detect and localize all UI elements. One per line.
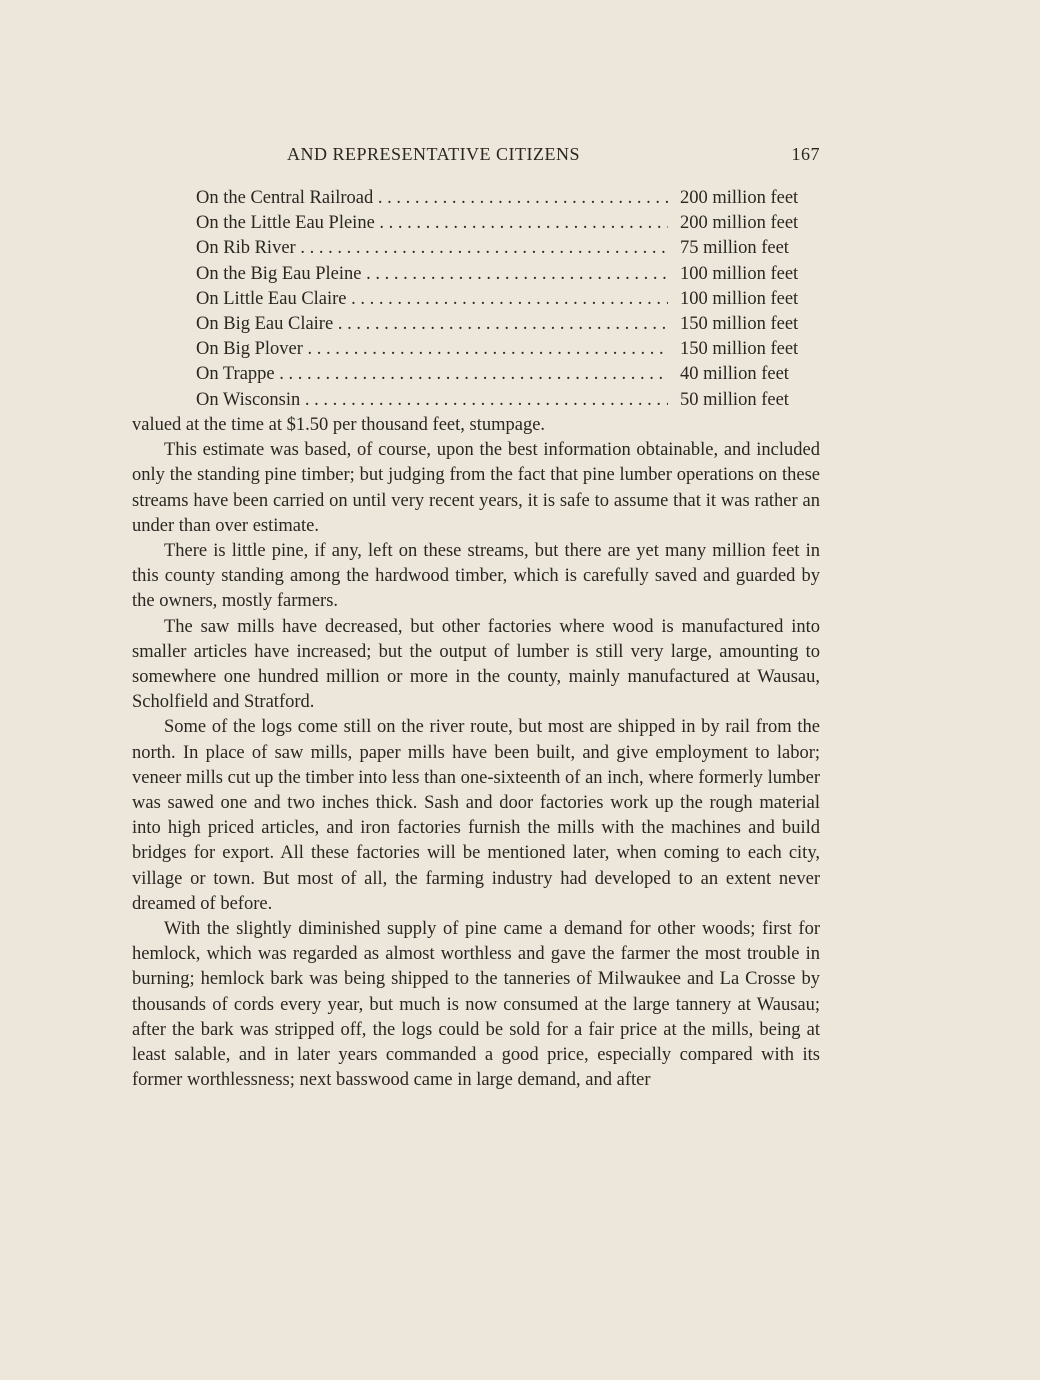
table-row	[132, 312, 820, 337]
table-row	[132, 236, 820, 261]
running-head	[132, 144, 820, 172]
paragraph: Some of the logs come still on the river route, but most are shipped in by rail from the north. In place of saw mills, paper mills have been built, and give employment to labor; veneer mills cut up the timber into less than one-sixteenth of an inch, where formerly lumber was sawed one and two inches thick. Sash and door factories work up the rough material into high priced articles, and iron factories furnish the mills with the machines and build bridges for export. All these factories will be mentioned later, when coming to each city, village or town. But most of all, the farming industry had developed to an extent never dreamed of before.	[132, 717, 820, 914]
amount-value: 200 million feet	[674, 211, 900, 236]
location-label: On Big Eau Claire . . .	[196, 312, 668, 337]
paragraph: valued at the time at $1.50 per thousand feet, stumpage.	[132, 415, 546, 435]
amount-value: 100 million feet	[674, 287, 900, 312]
amount-value: 150 million feet	[674, 312, 900, 337]
timber-estimate-table	[132, 186, 820, 413]
amount-value: 100 million feet	[674, 262, 900, 287]
location-label: On Big Plover . . .	[196, 337, 668, 362]
location-label: On the Little Eau Pleine . . .	[196, 211, 668, 236]
amount-value: 150 million feet	[674, 337, 900, 362]
table-row	[132, 287, 820, 312]
location-label: On Wisconsin . . .	[196, 388, 668, 413]
location-label: On Rib River . . .	[196, 236, 668, 261]
table-row	[132, 211, 820, 236]
paragraph: With the slightly diminished supply of pine came a demand for other woods; first for hemlock, which was regarded as almost worthless and gave the farmer the most trouble in burning; hemlock bark was being shipped to the tanneries of Milwaukee and La Crosse by thousands of cords every year, but much is now consumed at the large tannery at Wausau; after the bark was stripped off, the logs could be sold for a fair price at the mills, being at least salable, and in later years commanded a good price, especially compared with its former worthlessness; next basswood came in large demand, and after	[132, 919, 820, 1091]
body-text	[132, 413, 820, 1093]
table-row	[132, 262, 820, 287]
amount-value: 50 million feet	[674, 388, 900, 413]
amount-value: 40 million feet	[674, 362, 900, 387]
paragraph: There is little pine, if any, left on these streams, but there are yet many million feet in this county standing among the hardwood timber, which is carefully saved and guarded by the owners, mostly farmers.	[132, 541, 820, 612]
location-label: On the Central Railroad . . .	[196, 186, 668, 211]
table-row	[132, 337, 820, 362]
paragraph: This estimate was based, of course, upon the best information obtainable, and included only the standing pine timber; but judging from the fact that pine lumber operations on these streams have been carried on until very recent years, it is safe to assume that it was rather an under than over estimate.	[132, 440, 820, 536]
location-label: On Little Eau Claire . . .	[196, 287, 668, 312]
running-head-title: AND REPRESENTATIVE CITIZENS	[287, 144, 581, 164]
table-row	[132, 362, 820, 387]
table-row	[132, 388, 820, 413]
amount-value: 75 million feet	[674, 236, 900, 261]
paragraph: The saw mills have decreased, but other factories where wood is manufactured into smaller articles have increased; but the output of lumber is still very large, amounting to somewhere one hundred million or more in the county, mainly manufactured at Wausau, Scholfield and Stratford.	[132, 616, 820, 713]
amount-value: 200 million feet	[674, 186, 900, 211]
location-label: On the Big Eau Pleine . . .	[196, 262, 668, 287]
table-row	[132, 186, 820, 211]
location-label: On Trappe . . .	[196, 362, 668, 387]
page-number: 167	[791, 144, 820, 164]
